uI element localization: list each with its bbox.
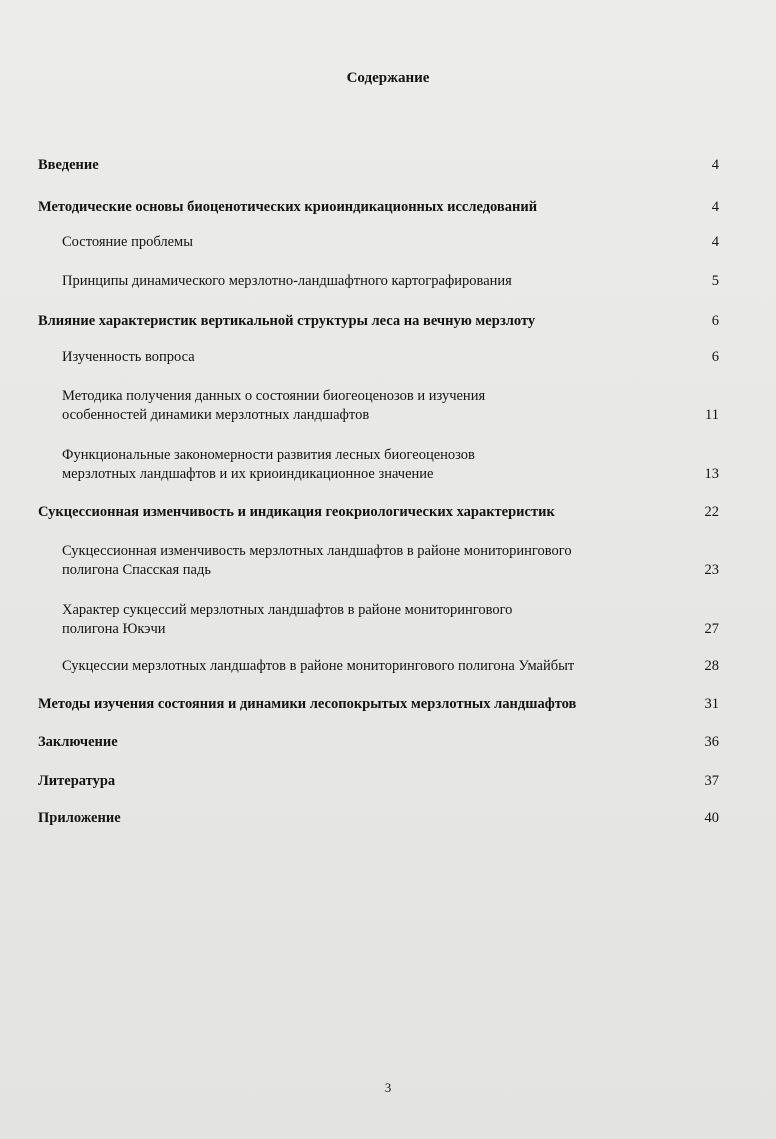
toc-entry-title-line: Характер сукцессий мерзлотных ландшафтов в районе мониторингового xyxy=(62,602,513,618)
toc-entry-title-line: Сукцессионная изменчивость и индикация геокриологических характеристик xyxy=(38,504,555,520)
toc-entry-title-line: Приложение xyxy=(38,810,121,826)
toc-entry-title-line: полигона Юкэчи xyxy=(62,621,166,637)
toc-entry-title xyxy=(62,446,662,484)
toc-entry-title-line: Методические основы биоценотических криоиндикационных исследований xyxy=(38,199,538,215)
toc-entry-title-line: Функциональные закономерности развития лесных биогеоценозов xyxy=(62,447,475,463)
toc-entry-title-line: Принципы динамического мерзлотно-ландшафтного картографирования xyxy=(62,273,512,289)
toc-entry-title xyxy=(38,198,698,217)
toc-entry-title-line: Сукцессионная изменчивость мерзлотных ландшафтов в районе мониторингового xyxy=(62,543,572,559)
toc-entry-title-line: Изученность вопроса xyxy=(62,349,195,365)
toc-entry-page: 4 xyxy=(711,199,719,215)
toc-entry-title xyxy=(38,503,698,522)
page-number: 3 xyxy=(384,1080,392,1095)
toc-entry-page: 6 xyxy=(711,313,719,329)
toc-entry-title xyxy=(62,233,662,252)
toc-entry-title xyxy=(38,772,698,791)
toc-entry-title-line: Влияние характеристик вертикальной структуры леса на вечную мерзлоту xyxy=(38,313,536,329)
toc-entry-page: 23 xyxy=(704,562,719,578)
toc-entry-title xyxy=(38,733,698,752)
toc-entry-page: 28 xyxy=(704,658,719,674)
toc-entry-title xyxy=(62,657,662,676)
toc-entry-page: 37 xyxy=(704,773,719,789)
toc-entry-page: 22 xyxy=(704,504,719,520)
toc-entry-page: 36 xyxy=(704,734,719,750)
toc-entry-title xyxy=(38,156,698,175)
toc-entry-title-line: Сукцессии мерзлотных ландшафтов в районе мониторингового полигона Умайбыт xyxy=(62,658,575,674)
toc-entry-title xyxy=(38,809,698,828)
toc-entry-title-line: полигона Спасская падь xyxy=(62,562,211,578)
toc-entry-page: 4 xyxy=(711,234,719,250)
toc-entry-page: 5 xyxy=(711,273,719,289)
toc-entry-title-line: Введение xyxy=(38,157,99,173)
toc-entry-page: 27 xyxy=(704,621,719,637)
toc-entry-title xyxy=(62,348,662,367)
toc-entry-title-line: мерзлотных ландшафтов и их криоиндикационное значение xyxy=(62,466,434,482)
toc-entry-title-line: Заключение xyxy=(38,734,118,750)
toc-entry-title xyxy=(62,601,662,639)
toc-entry-page: 31 xyxy=(704,696,719,712)
toc-entry-page: 13 xyxy=(704,466,719,482)
toc-entry-title-line: Методы изучения состояния и динамики лесопокрытых мерзлотных ландшафтов xyxy=(38,696,577,712)
toc-entry-page: 11 xyxy=(705,407,719,423)
toc-entry-title xyxy=(62,272,662,291)
toc-entry-title xyxy=(62,542,662,580)
toc-entry-title xyxy=(38,312,698,331)
toc-entry-page: 4 xyxy=(711,157,719,173)
toc-entry-title xyxy=(38,695,698,714)
toc-entry-title-line: Состояние проблемы xyxy=(62,234,193,250)
toc-entry-page: 40 xyxy=(704,810,719,826)
page-title: Содержание xyxy=(346,70,430,86)
toc-entry-page: 6 xyxy=(711,349,719,365)
toc-entry-title-line: Методика получения данных о состоянии биогеоценозов и изучения xyxy=(62,388,486,404)
toc-entry-title-line: Литература xyxy=(38,773,116,789)
toc-entry-title-line: особенностей динамики мерзлотных ландшафтов xyxy=(62,407,370,423)
toc-entry-title xyxy=(62,387,662,425)
